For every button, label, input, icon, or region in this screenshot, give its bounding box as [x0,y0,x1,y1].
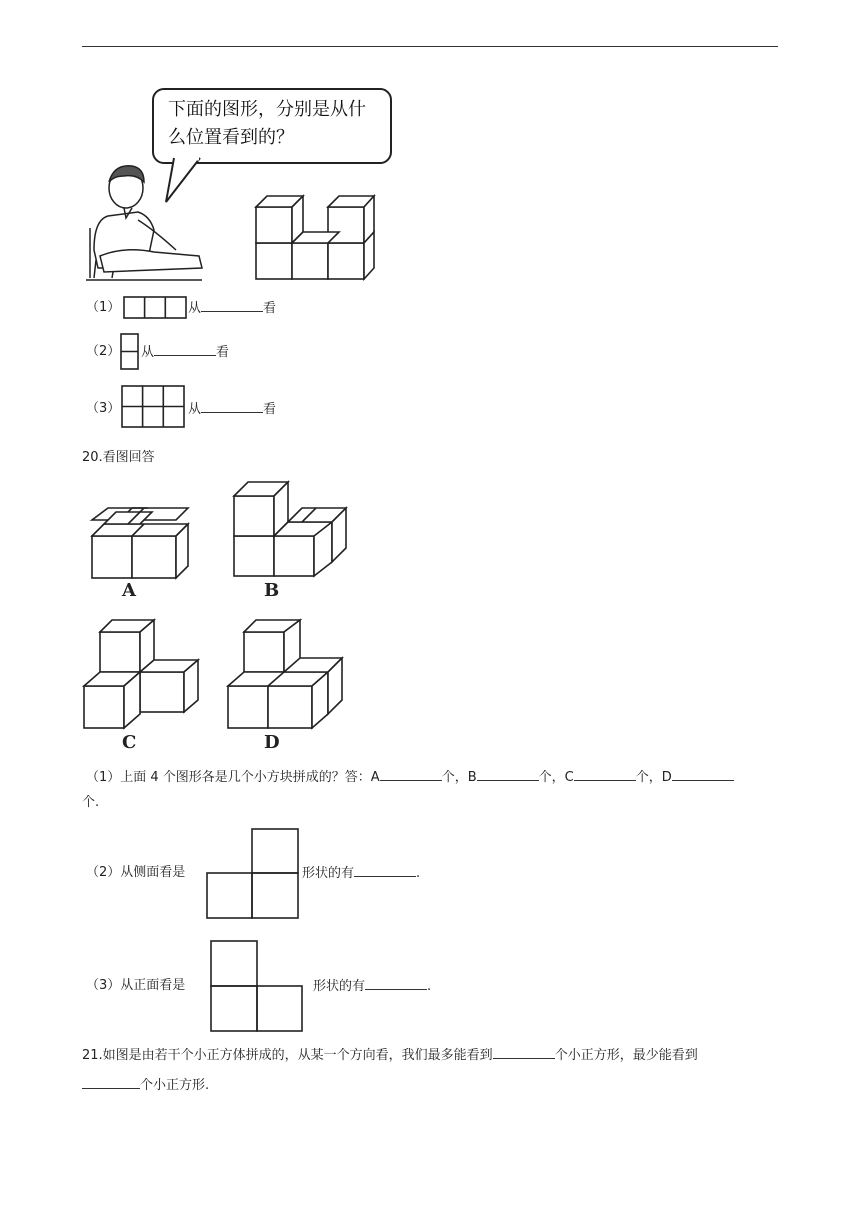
item-number: （2） [86,344,121,359]
bubble-tail [160,158,210,204]
q21-middle: 个小正方形，最少能看到 [554,1048,698,1063]
q20-figure-a [90,506,190,581]
part1-c-suffix: 个，D [635,770,672,785]
q20-figure-b [232,480,350,580]
answer-blank-a[interactable] [380,768,442,781]
q19-item-3-text [188,400,276,419]
q20-part3-prefix: （3）从正面看是 [86,978,186,993]
q21-line1 [82,1046,698,1065]
look-label: 看 [216,345,230,360]
q21-suffix: 个小正方形. [140,1078,210,1093]
bubble-text: 下面的图形，分别是从什么位置看到的？ [168,99,366,148]
q19-shape-three-squares [123,296,187,320]
look-label: 看 [263,402,277,417]
figure-label-d: D [264,732,280,753]
from-label: 从 [188,402,202,417]
figure-label-a: A [122,580,136,601]
part1-a-suffix: 个，B [441,770,477,785]
q20-label-d [262,732,282,752]
q19-item-1 [86,299,120,317]
item-number: （3） [86,401,121,416]
part1-b-suffix: 个，C [538,770,574,785]
q21-line2 [82,1076,209,1095]
answer-blank[interactable] [365,977,427,990]
answer-blank[interactable] [154,343,216,356]
part2-end: . [416,866,421,881]
q20-part3-shape [210,940,304,1032]
part3-end: . [427,979,432,994]
q19-item-2 [86,343,120,361]
q19-shape-two-stacked [120,333,140,371]
q20-label-c [120,732,140,752]
answer-blank-min[interactable] [82,1076,140,1089]
q21-prefix: 21.如图是由若干个小正方体拼成的，从某一个方向看，我们最多能看到 [82,1048,493,1063]
q20-part2-prefix: （2）从侧面看是 [86,865,186,880]
q19-item-2-text [141,343,229,362]
figure-label-b: B [264,580,280,601]
part2-suffix: 形状的有 [302,866,355,881]
q19-item-3 [86,400,120,418]
q20-figure-c [82,616,202,731]
q19-shape-six-grid [121,385,187,429]
item-number: （1） [86,300,121,315]
from-label: 从 [188,301,202,316]
q20-part2-text [302,864,420,883]
q20-part1-line2: 个. [82,795,100,810]
q20-title: 20.看图回答 [82,450,155,465]
answer-blank-b[interactable] [477,768,539,781]
figure-label-c: C [122,732,137,753]
answer-blank[interactable] [354,864,416,877]
q19-cube-figure [255,195,375,280]
speech-bubble [152,88,392,164]
q20-label-b [262,580,282,600]
q20-part2-shape [206,828,300,920]
q19-item-1-text [188,299,276,318]
q20-part1-line1 [86,768,734,787]
header-rule [82,46,778,47]
q20-label-a [120,580,140,600]
answer-blank[interactable] [201,299,263,312]
q20-part3-text [313,977,431,996]
part3-suffix: 形状的有 [313,979,366,994]
answer-blank-c[interactable] [574,768,636,781]
answer-blank[interactable] [201,400,263,413]
q20-figure-d [226,616,346,731]
look-label: 看 [263,301,277,316]
answer-blank-max[interactable] [493,1046,555,1059]
answer-blank-d[interactable] [672,768,734,781]
from-label: 从 [141,345,155,360]
part1-prefix: （1）上面 4 个图形各是几个小方块拼成的？答：A [86,770,380,785]
